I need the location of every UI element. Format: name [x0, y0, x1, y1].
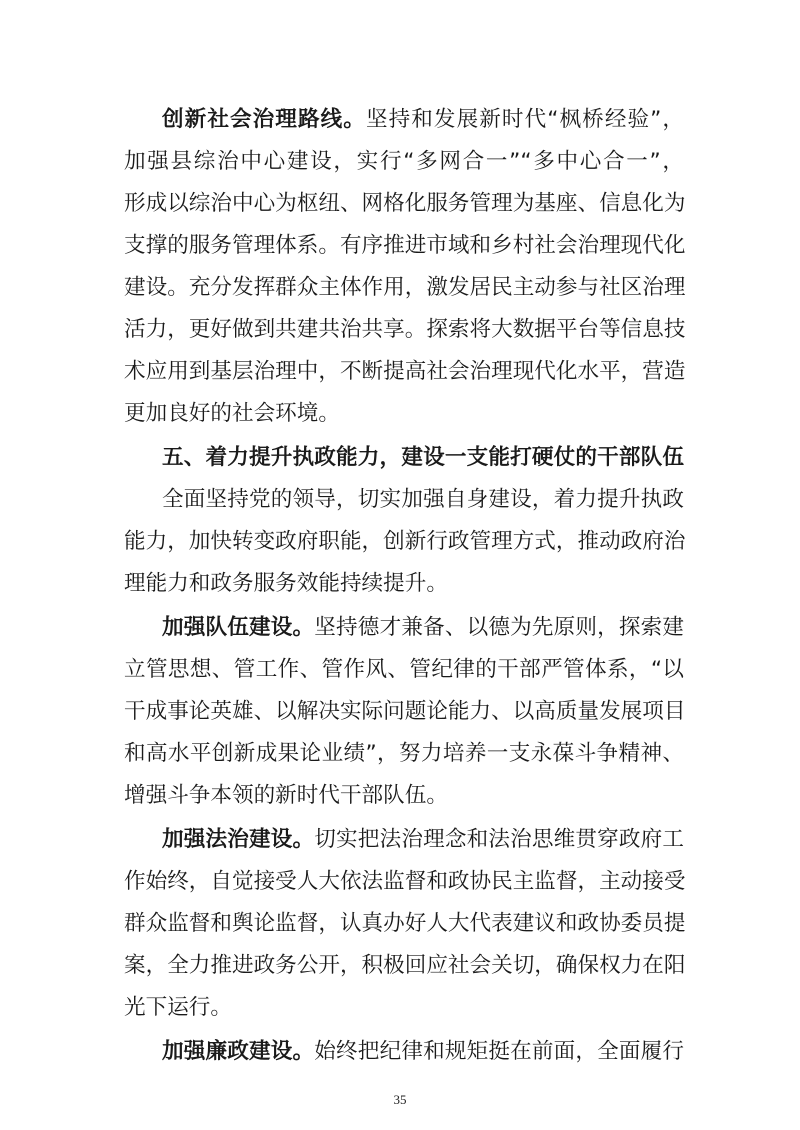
page-number: 35	[393, 1092, 407, 1107]
paragraph-1-line-1	[162, 106, 684, 134]
paragraph-1-line-4: 支撑的服务管理体系。有序推进市域和乡村社会治理现代化	[124, 233, 686, 258]
paragraph-1-line-7: 术应用到基层治理中，不断提高社会治理现代化水平，营造	[124, 359, 686, 384]
paragraph-4-lead: 加强法治建设。	[162, 827, 315, 852]
paragraph-4-text: 切实把法治理念和法治思维贯穿政府工	[314, 827, 684, 852]
paragraph-4-line-4: 案，全力推进政务公开，积极回应社会关切，确保权力在阳	[124, 953, 686, 978]
paragraph-3-line-3: 干成事论英雄、以解决实际问题论能力、以高质量发展项目	[124, 699, 686, 724]
paragraph-5-lead: 加强廉政建设。	[162, 1039, 315, 1064]
paragraph-2-line-3: 理能力和政务服务效能持续提升。	[124, 571, 448, 596]
paragraph-1-line-6: 活力，更好做到共建共治共享。探索将大数据平台等信息技	[124, 317, 686, 342]
paragraph-1-line-8: 更加良好的社会环境。	[124, 401, 340, 426]
paragraph-5-text: 始终把纪律和规矩挺在前面，全面履行	[314, 1039, 684, 1064]
paragraph-3-line-2: 立管思想、管工作、管作风、管纪律的干部严管体系，“以	[124, 657, 684, 682]
paragraph-3-text: 坚持德才兼备、以德为先原则，探索建	[314, 615, 684, 640]
paragraph-2-line-1: 全面坚持党的领导，切实加强自身建设，着力提升执政	[162, 487, 684, 512]
paragraph-2-line-2: 能力，加快转变政府职能，创新行政管理方式，推动政府治	[124, 529, 686, 554]
paragraph-4-line-2: 作始终，自觉接受人大依法监督和政协民主监督，主动接受	[124, 869, 686, 894]
paragraph-3-line-4: 和高水平创新成果论业绩”，努力培养一支永葆斗争精神、	[124, 741, 684, 766]
paragraph-4-line-1	[162, 826, 684, 854]
paragraph-3-lead: 加强队伍建设。	[162, 615, 315, 640]
paragraph-5-line-1	[162, 1038, 684, 1066]
paragraph-1-line-5: 建设。充分发挥群众主体作用，激发居民主动参与社区治理	[124, 275, 686, 300]
paragraph-4-line-3: 群众监督和舆论监督，认真办好人大代表建议和政协委员提	[124, 911, 686, 936]
section-heading-5: 五、着力提升执政能力，建设一支能打硬仗的干部队伍	[162, 445, 684, 470]
paragraph-1-line-2: 加强县综治中心建设，实行“多网合一”“多中心合一”，	[124, 149, 684, 174]
paragraph-4-line-5: 光下运行。	[124, 995, 232, 1020]
paragraph-3-line-1	[162, 614, 684, 642]
paragraph-1-line-3: 形成以综治中心为枢纽、网格化服务管理为基座、信息化为	[124, 191, 686, 216]
paragraph-1-text: 坚持和发展新时代“枫桥经验”，	[365, 107, 684, 132]
paragraph-1-lead: 创新社会治理路线。	[162, 107, 366, 132]
paragraph-3-line-5: 增强斗争本领的新时代干部队伍。	[124, 783, 448, 808]
